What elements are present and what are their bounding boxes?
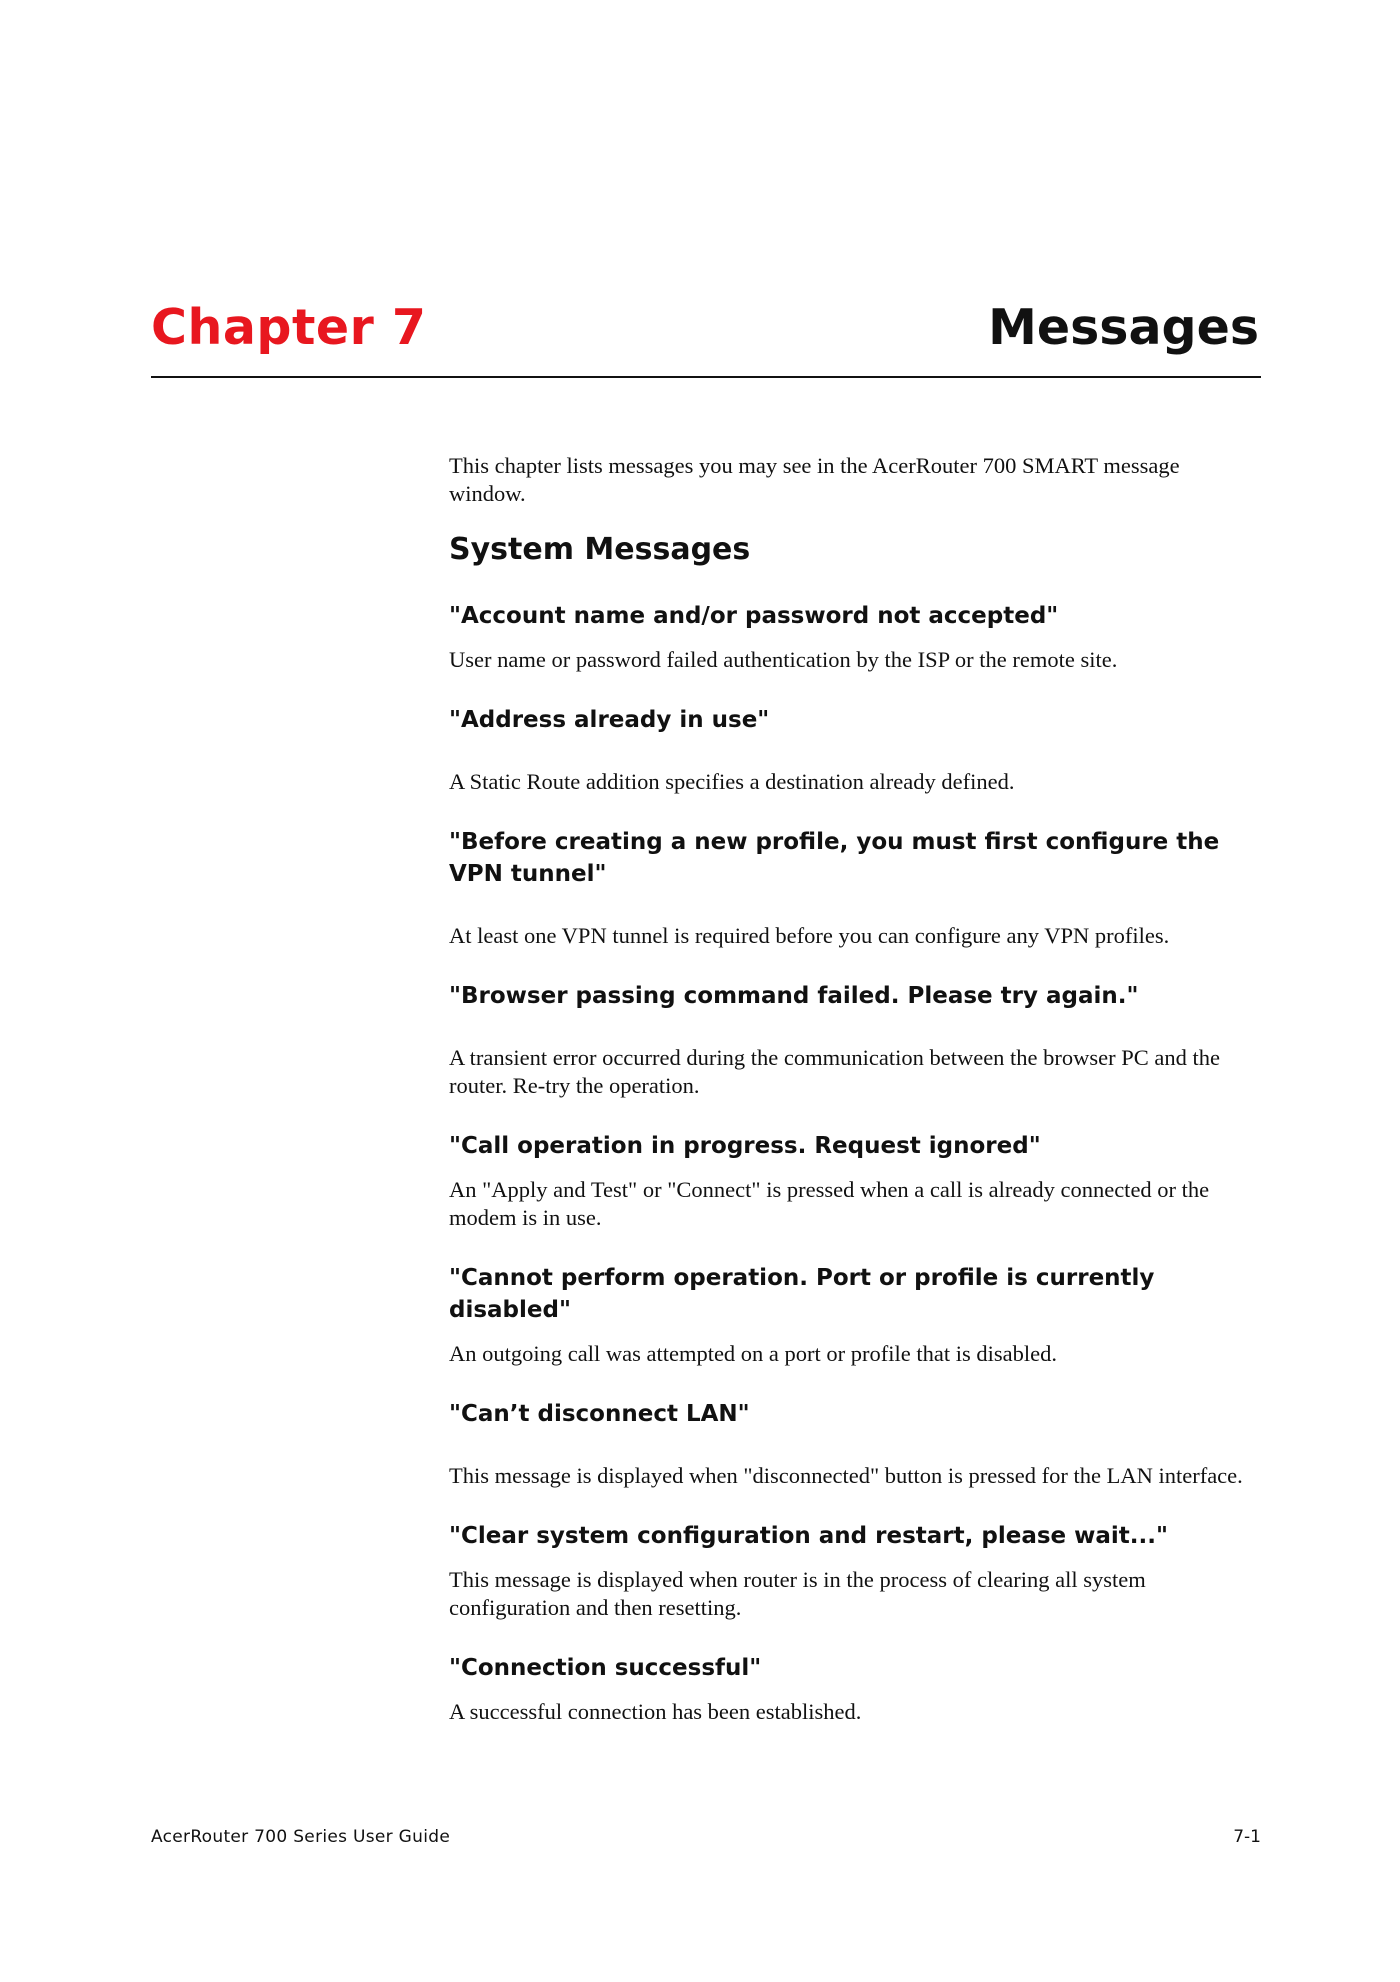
message-description: A transient error occurred during the communication between the browser PC and the router. Re-try the operation. — [449, 1045, 1221, 1098]
message-entry — [449, 980, 1261, 1100]
section-title: System Messages — [449, 532, 751, 567]
message-title: "Address already in use" — [449, 707, 770, 733]
page-content — [449, 452, 1261, 1726]
intro-paragraph: This chapter lists messages you may see in the AcerRouter 700 SMART message window. — [449, 453, 1180, 506]
footer-guide-title: AcerRouter 700 Series User Guide — [151, 1827, 451, 1847]
message-entry — [449, 1262, 1261, 1368]
message-entry — [449, 1652, 1261, 1726]
message-title: "Before creating a new profile, you must first configure the VPN tunnel" — [449, 829, 1220, 887]
message-entry — [449, 826, 1261, 950]
message-description: An "Apply and Test" or "Connect" is pressed when a call is already connected or the modem is in use. — [449, 1177, 1210, 1230]
message-description: At least one VPN tunnel is required before you can configure any VPN profiles. — [449, 923, 1170, 948]
message-title: "Connection successful" — [449, 1655, 762, 1681]
message-title: "Clear system configuration and restart, please wait..." — [449, 1523, 1168, 1549]
message-title: "Browser passing command failed. Please try again." — [449, 983, 1139, 1009]
message-description: User name or password failed authentication by the ISP or the remote site. — [449, 647, 1118, 672]
message-description: This message is displayed when "disconnected" button is pressed for the LAN interface. — [449, 1463, 1243, 1488]
chapter-label: Chapter 7 — [151, 299, 427, 356]
chapter-header — [151, 296, 1261, 378]
message-title: "Account name and/or password not accepted" — [449, 603, 1059, 629]
message-entry — [449, 600, 1261, 674]
message-entry — [449, 1398, 1261, 1490]
message-description: A successful connection has been established. — [449, 1699, 862, 1724]
message-title: "Cannot perform operation. Port or profile is currently disabled" — [449, 1265, 1155, 1323]
message-title: "Can’t disconnect LAN" — [449, 1401, 750, 1427]
message-description: A Static Route addition specifies a destination already defined. — [449, 769, 1015, 794]
footer-page-number: 7-1 — [1233, 1827, 1261, 1847]
message-entry — [449, 704, 1261, 796]
message-description: An outgoing call was attempted on a port or profile that is disabled. — [449, 1341, 1057, 1366]
message-entry — [449, 1130, 1261, 1232]
message-title: "Call operation in progress. Request ignored" — [449, 1133, 1041, 1159]
message-description: This message is displayed when router is in the process of clearing all system configuration and then resetting. — [449, 1567, 1146, 1620]
message-entry — [449, 1520, 1261, 1622]
chapter-title: Messages — [988, 299, 1259, 356]
